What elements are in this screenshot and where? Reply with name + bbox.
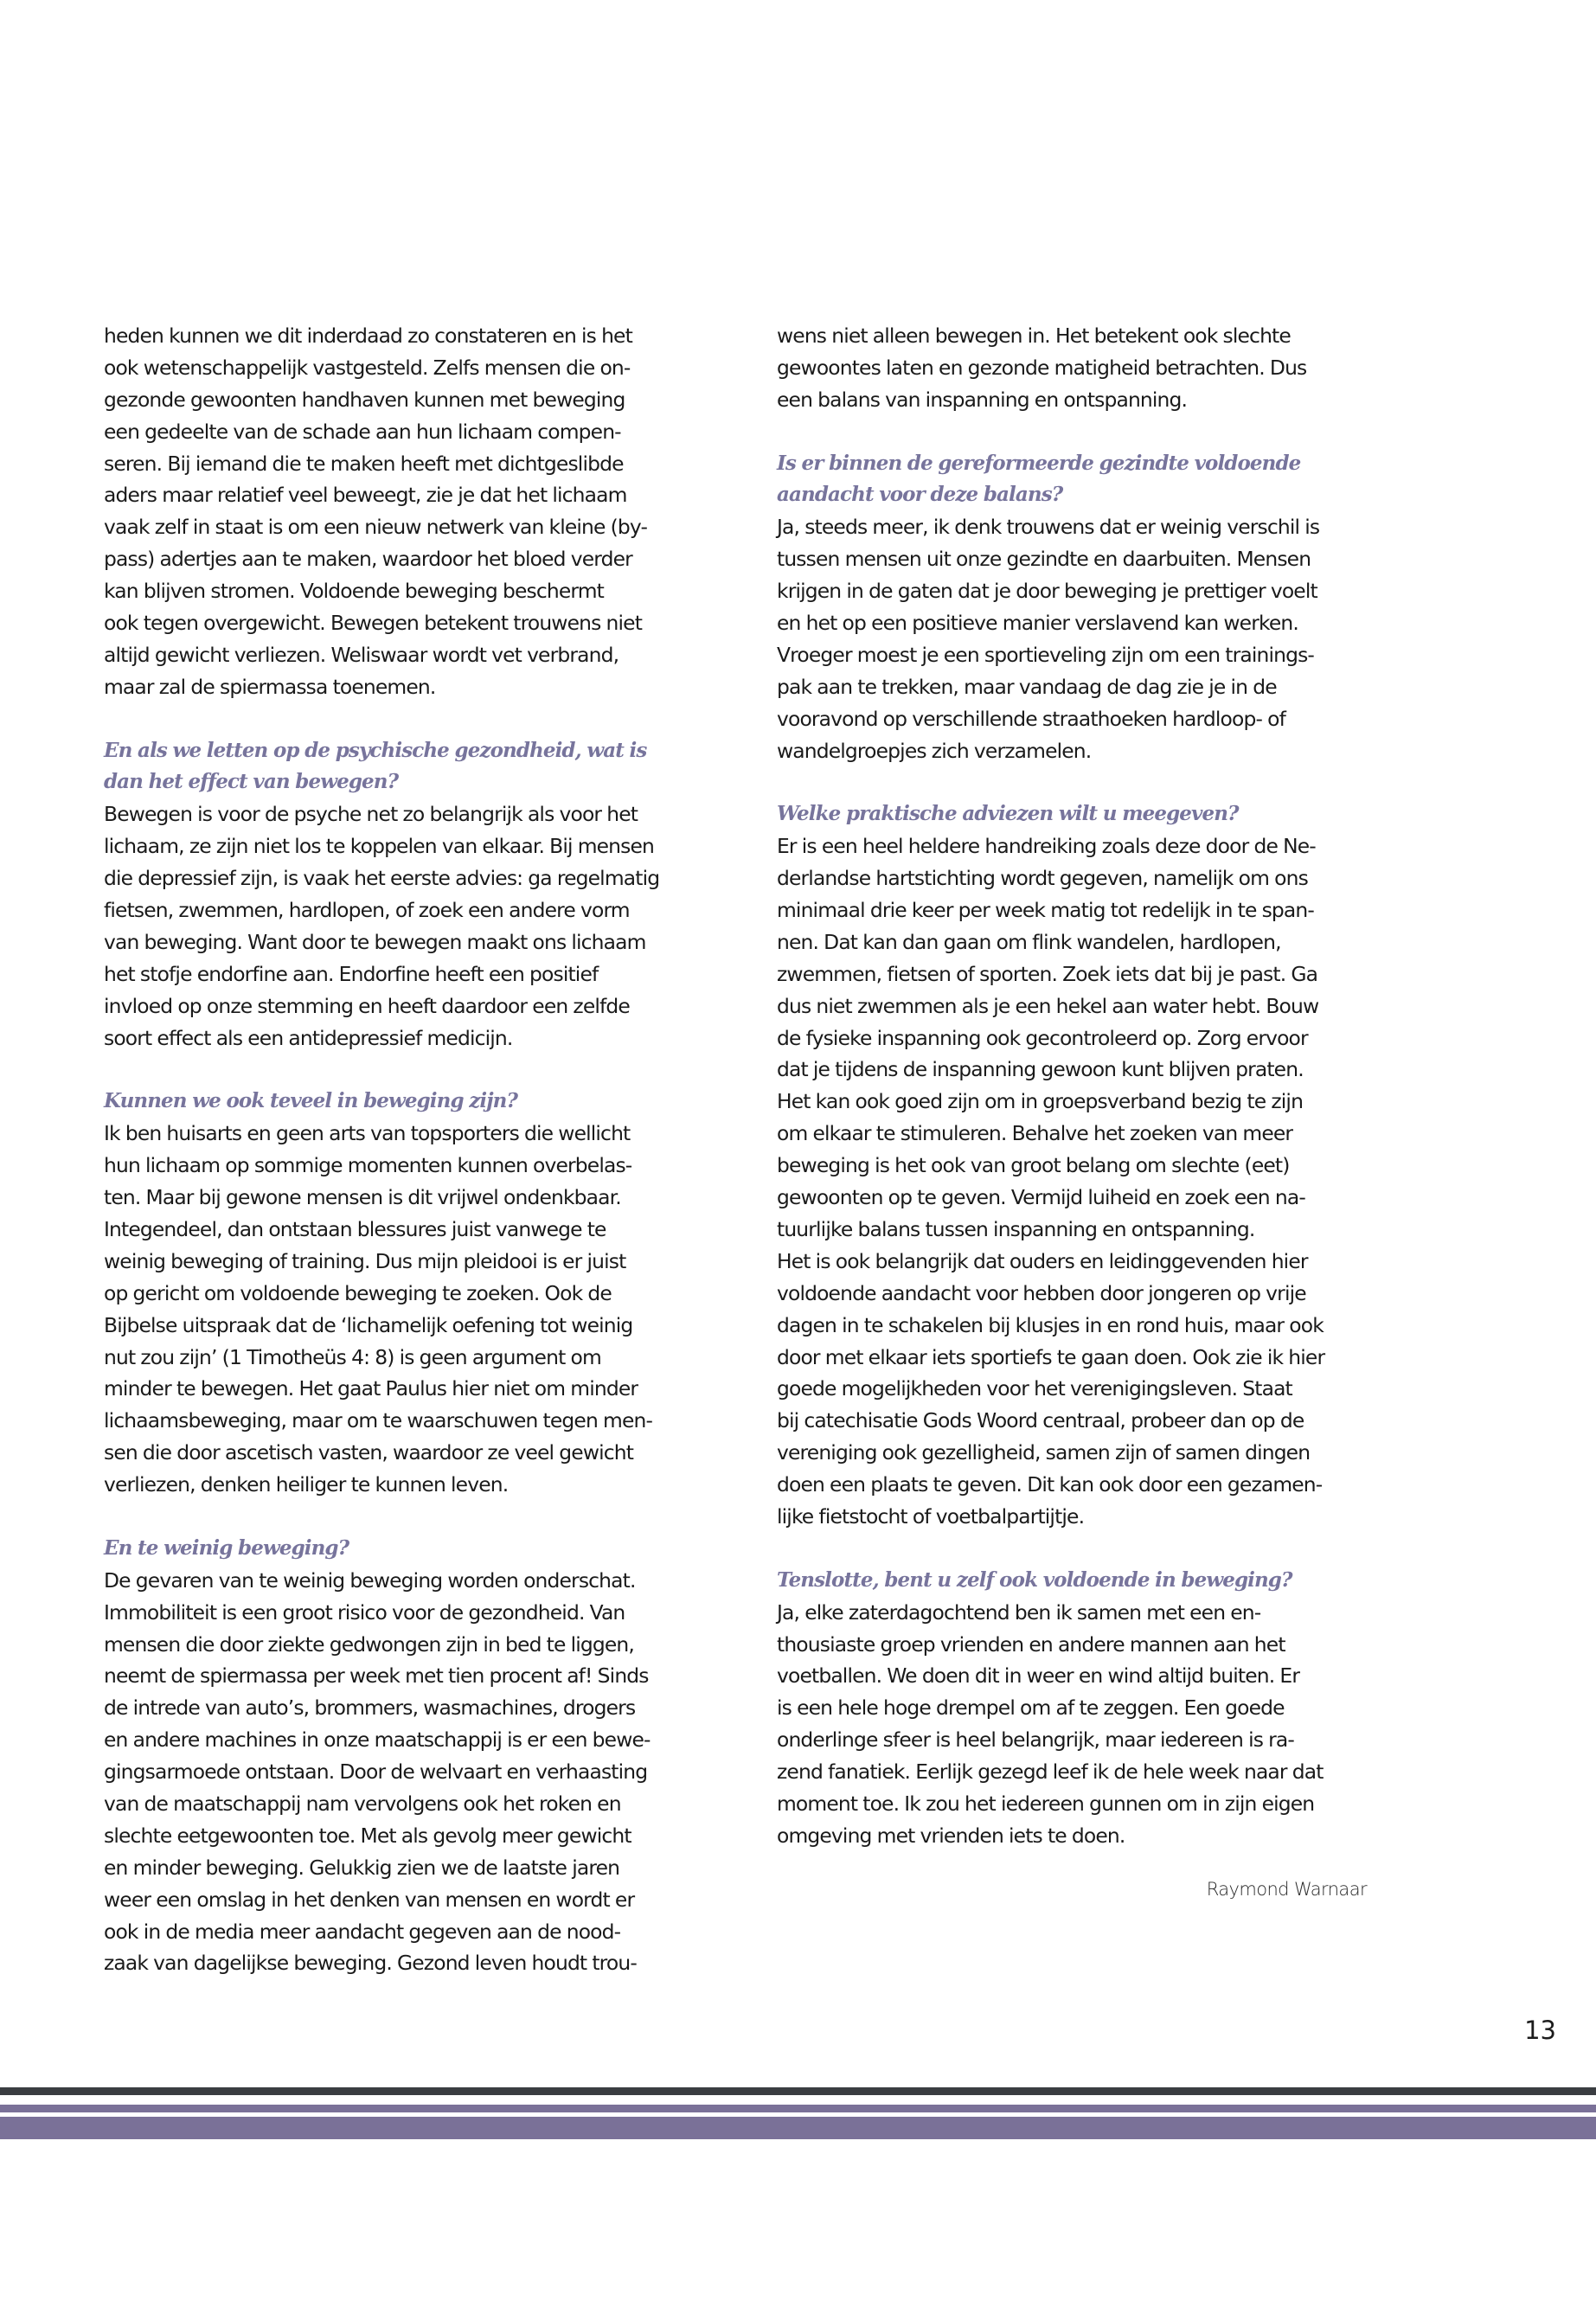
text-line: vaak zelf in staat is om een nieuw netwerk van kleine (by-: [104, 515, 648, 540]
text-line: De gevaren van te weinig beweging worden onderschat.: [104, 1567, 636, 1593]
text-line: ten. Maar bij gewone mensen is dit vrijwel ondenkbaar.: [104, 1185, 621, 1210]
right-text-column: [777, 320, 1382, 1852]
body-paragraph: [777, 320, 1382, 416]
heading-line: aandacht voor deze balans?: [777, 483, 1063, 507]
page-number: 13: [1524, 2016, 1556, 2045]
text-line: Bijbelse uitspraak dat de ‘lichamelijk oefening tot weinig: [104, 1312, 633, 1337]
text-line: omgeving met vrienden iets te doen.: [777, 1823, 1125, 1848]
text-line: van de maatschappij nam vervolgens ook het roken en: [104, 1791, 621, 1816]
heading-line: Welke praktische adviezen wilt u meegeven?: [777, 802, 1239, 826]
text-line: tuurlijke balans tussen inspanning en ontspanning.: [777, 1216, 1255, 1241]
text-line: voldoende aandacht voor hebben door jongeren op vrije: [777, 1280, 1306, 1305]
text-line: ook wetenschappelijk vastgesteld. Zelfs mensen die on-: [104, 355, 631, 380]
text-line: seren. Bij iemand die te maken heeft met dichtgeslibde: [104, 451, 624, 476]
text-line: minimaal drie keer per week matig tot redelijk in te span-: [777, 898, 1314, 923]
section-spacer: [777, 416, 1382, 448]
text-line: neemt de spiermassa per week met tien procent af! Sinds: [104, 1663, 649, 1689]
text-line: dagen in te schakelen bij klusjes in en rond huis, maar ook: [777, 1312, 1324, 1337]
text-line: om elkaar te stimuleren. Behalve het zoeken van meer: [777, 1121, 1293, 1146]
body-paragraph: [104, 1118, 709, 1501]
text-line: zaak van dagelijkse beweging. Gezond leven houdt trou-: [104, 1951, 637, 1976]
body-paragraph: [777, 1597, 1382, 1852]
text-line: minder te bewegen. Het gaat Paulus hier niet om minder: [104, 1376, 638, 1401]
text-line: Het kan ook goed zijn om in groepsverband bezig te zijn: [777, 1089, 1304, 1114]
text-line: maar zal de spiermassa toenemen.: [104, 674, 436, 699]
text-line: wens niet alleen bewegen in. Het betekent ook slechte: [777, 324, 1291, 348]
question-heading: [777, 1565, 1382, 1597]
text-line: fietsen, zwemmen, hardlopen, of zoek een andere vorm: [104, 898, 630, 923]
text-line: die depressief zijn, is vaak het eerste advies: ga regelmatig: [104, 866, 660, 891]
text-line: gewoonten op te geven. Vermijd luiheid en zoek een na-: [777, 1185, 1305, 1210]
text-line: altijd gewicht verliezen. Weliswaar wordt vet verbrand,: [104, 642, 619, 667]
text-line: Ja, steeds meer, ik denk trouwens dat er weinig verschil is: [777, 515, 1320, 540]
left-text-column: [104, 320, 709, 1979]
text-line: Vroeger moest je een sportieveling zijn om een trainings-: [777, 642, 1315, 667]
text-line: wandelgroepjes zich verzamelen.: [777, 738, 1092, 763]
text-line: lichaam, ze zijn niet los te koppelen van elkaar. Bij mensen: [104, 834, 654, 859]
footer-stripe-purple-thin: [0, 2105, 1596, 2112]
footer-stripe-dark: [0, 2087, 1596, 2095]
text-line: krijgen in de gaten dat je door beweging je prettiger voelt: [777, 579, 1317, 604]
heading-line: Is er binnen de gereformeerde gezindte voldoende: [777, 451, 1301, 475]
section-spacer: [777, 1533, 1382, 1565]
text-line: beweging is het ook van groot belang om slechte (eet): [777, 1153, 1290, 1178]
text-line: zend fanatiek. Eerlijk gezegd leef ik de hele week naar dat: [777, 1759, 1324, 1785]
text-line: pak aan te trekken, maar vandaag de dag zie je in de: [777, 674, 1277, 699]
text-line: van beweging. Want door te bewegen maakt ons lichaam: [104, 929, 646, 954]
text-line: dus niet zwemmen als je een hekel aan water hebt. Bouw: [777, 993, 1319, 1018]
heading-line: En te weinig beweging?: [104, 1535, 349, 1560]
text-line: een balans van inspanning en ontspanning.: [777, 387, 1188, 412]
text-line: hun lichaam op sommige momenten kunnen overbelas-: [104, 1153, 632, 1178]
footer-stripe-purple-thick: [0, 2117, 1596, 2139]
text-line: goede mogelijkheden voor het verenigingsleven. Staat: [777, 1376, 1292, 1401]
question-heading: [104, 735, 709, 799]
heading-line: dan het effect van bewegen?: [104, 770, 399, 794]
text-line: en het op een positieve manier verslavend kan werken.: [777, 611, 1298, 636]
text-line: invloed op onze stemming en heeft daardoor een zelfde: [104, 993, 630, 1018]
question-heading: [777, 798, 1382, 830]
text-line: ook in de media meer aandacht gegeven aan de nood-: [104, 1919, 621, 1944]
text-line: Er is een heel heldere handreiking zoals deze door de Ne-: [777, 834, 1316, 859]
author-signature: Raymond Warnaar: [1206, 1879, 1367, 1900]
body-paragraph: [777, 830, 1382, 1533]
section-spacer: [104, 1501, 709, 1533]
section-spacer: [777, 766, 1382, 798]
text-line: mensen die door ziekte gedwongen zijn in bed te liggen,: [104, 1631, 634, 1657]
text-line: en andere machines in onze maatschappij is er een bewe-: [104, 1727, 651, 1753]
text-line: voetballen. We doen dit in weer en wind altijd buiten. Er: [777, 1663, 1300, 1689]
text-line: pass) adertjes aan te maken, waardoor het bloed verder: [104, 547, 632, 572]
question-heading: [104, 1086, 709, 1118]
text-line: derlandse hartstichting wordt gegeven, namelijk om ons: [777, 866, 1308, 891]
text-line: lijke fietstocht of voetbalpartijtje.: [777, 1503, 1085, 1529]
text-line: lichaamsbeweging, maar om te waarschuwen tegen men-: [104, 1408, 653, 1433]
text-line: Bewegen is voor de psyche net zo belangrijk als voor het: [104, 802, 638, 827]
text-line: slechte eetgewoonten toe. Met als gevolg meer gewicht: [104, 1823, 631, 1848]
text-line: gezonde gewoonten handhaven kunnen met beweging: [104, 387, 625, 412]
body-paragraph: [777, 511, 1382, 766]
text-line: kan blijven stromen. Voldoende beweging beschermt: [104, 579, 604, 604]
text-line: verliezen, denken heiliger te kunnen leven.: [104, 1472, 509, 1497]
text-line: gingsarmoede ontstaan. Door de welvaart en verhaasting: [104, 1759, 648, 1785]
text-line: ook tegen overgewicht. Bewegen betekent trouwens niet: [104, 611, 643, 636]
text-line: onderlinge sfeer is heel belangrijk, maar iedereen is ra-: [777, 1727, 1295, 1753]
heading-line: Tenslotte, bent u zelf ook voldoende in beweging?: [777, 1567, 1292, 1592]
heading-line: Kunnen we ook teveel in beweging zijn?: [104, 1089, 518, 1113]
text-line: soort effect als een antidepressief medicijn.: [104, 1025, 513, 1050]
text-line: en minder beweging. Gelukkig zien we de laatste jaren: [104, 1855, 620, 1880]
text-line: nut zou zijn’ (1 Timotheüs 4: 8) is geen argument om: [104, 1344, 601, 1369]
text-line: een gedeelte van de schade aan hun lichaam compen-: [104, 419, 621, 444]
text-line: Ja, elke zaterdagochtend ben ik samen met een en-: [777, 1599, 1261, 1625]
text-line: aders maar relatief veel beweegt, zie je dat het lichaam: [104, 483, 627, 508]
text-line: tussen mensen uit onze gezindte en daarbuiten. Mensen: [777, 547, 1311, 572]
text-line: doen een plaats te geven. Dit kan ook door een gezamen-: [777, 1472, 1323, 1497]
text-line: het stofje endorfine aan. Endorfine heeft een positief: [104, 961, 599, 986]
heading-line: En als we letten op de psychische gezondheid, wat is: [104, 738, 647, 762]
text-line: nen. Dat kan dan gaan om flink wandelen, hardlopen,: [777, 929, 1281, 954]
text-line: weinig beweging of training. Dus mijn pleidooi is er juist: [104, 1248, 626, 1273]
text-line: dat je tijdens de inspanning gewoon kunt blijven praten.: [777, 1057, 1304, 1082]
text-line: door met elkaar iets sportiefs te gaan doen. Ook zie ik hier: [777, 1344, 1325, 1369]
text-line: heden kunnen we dit inderdaad zo constateren en is het: [104, 324, 632, 348]
text-line: bij catechisatie Gods Woord centraal, probeer dan op de: [777, 1408, 1304, 1433]
text-line: Het is ook belangrijk dat ouders en leidinggevenden hier: [777, 1248, 1308, 1273]
text-line: de intrede van auto’s, brommers, wasmachines, drogers: [104, 1695, 636, 1721]
text-line: zwemmen, fietsen of sporten. Zoek iets dat bij je past. Ga: [777, 961, 1318, 986]
text-line: is een hele hoge drempel om af te zeggen. Een goede: [777, 1695, 1285, 1721]
question-heading: [777, 448, 1382, 512]
text-line: vereniging ook gezelligheid, samen zijn of samen dingen: [777, 1440, 1311, 1465]
text-line: sen die door ascetisch vasten, waardoor ze veel gewicht: [104, 1440, 634, 1465]
text-line: gewoontes laten en gezonde matigheid betrachten. Dus: [777, 355, 1307, 380]
text-line: de fysieke inspanning ook gecontroleerd op. Zorg ervoor: [777, 1025, 1308, 1050]
body-paragraph: [104, 1565, 709, 1980]
text-line: vooravond op verschillende straathoeken hardloop- of: [777, 706, 1285, 731]
text-line: thousiaste groep vrienden en andere mannen aan het: [777, 1631, 1285, 1657]
text-line: Ik ben huisarts en geen arts van topsporters die wellicht: [104, 1121, 631, 1146]
section-spacer: [104, 703, 709, 735]
text-line: moment toe. Ik zou het iedereen gunnen om in zijn eigen: [777, 1791, 1315, 1816]
question-heading: [104, 1533, 709, 1565]
body-paragraph: [104, 320, 709, 703]
text-line: Integendeel, dan ontstaan blessures juist vanwege te: [104, 1216, 606, 1241]
text-line: op gericht om voldoende beweging te zoeken. Ook de: [104, 1280, 612, 1305]
body-paragraph: [104, 798, 709, 1054]
text-line: Immobiliteit is een groot risico voor de gezondheid. Van: [104, 1599, 625, 1625]
text-line: weer een omslag in het denken van mensen en wordt er: [104, 1887, 635, 1912]
section-spacer: [104, 1054, 709, 1086]
